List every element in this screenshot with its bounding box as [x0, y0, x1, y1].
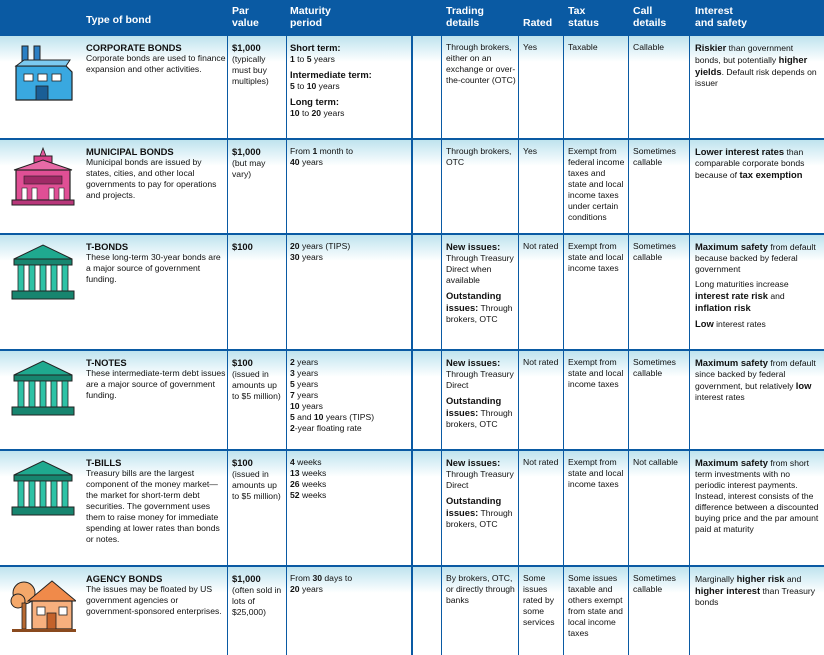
column-divider	[518, 36, 519, 655]
header-trading-details: Trading details	[446, 5, 484, 29]
bond-description: These intermediate-term debt issues are a major source of government funding.	[86, 368, 226, 400]
treasury-building-icon	[10, 241, 76, 301]
header-call-details: Call details	[633, 5, 667, 29]
header-interest-and-safety: Interest and safety	[695, 5, 747, 29]
rated-cell: Not rated	[523, 357, 559, 367]
type-cell	[86, 573, 226, 617]
header-tax-status: Tax status	[568, 5, 599, 29]
par-cell: $1,000 (but may vary)	[232, 146, 266, 179]
column-divider	[227, 36, 228, 655]
tax-cell: Exempt from state and local income taxes	[568, 457, 624, 489]
header-par-value: Par value	[232, 5, 259, 29]
bond-name: T-BILLS	[86, 457, 122, 468]
column-divider	[286, 36, 287, 655]
column-divider	[689, 36, 690, 655]
header-type-of-bond: Type of bond	[86, 14, 152, 26]
maturity-cell: 2 years 3 years 5 years 7 years 10 years 5 and 10 years (TIPS) 2-year floating rate	[290, 357, 375, 433]
type-cell	[86, 42, 226, 75]
bond-description: Corporate bonds are used to finance expansion and other activities.	[86, 53, 226, 74]
header-maturity-period: Maturity period	[290, 5, 331, 29]
call-cell: Sometimes callable	[633, 573, 676, 594]
call-cell: Not callable	[633, 457, 678, 467]
bond-description: These long-term 30-year bonds are a major source of government funding.	[86, 252, 221, 284]
par-cell: $100 (issued in amounts up to $5 million)	[232, 357, 281, 401]
maturity-cell: 20 years (TIPS) 30 years	[290, 241, 351, 262]
maturity-cell: From 30 days to 20 years	[290, 573, 353, 594]
bond-description: The issues may be floated by US government agencies or government-sponsored enterprises.	[86, 584, 222, 616]
interest-cell: Maximum safety from default since backed by federal government, but relatively low interest rates	[695, 357, 816, 402]
rated-cell: Not rated	[523, 241, 559, 251]
rated-cell: Yes	[523, 42, 538, 52]
par-cell: $1,000 (often sold in lots of $25,000)	[232, 573, 282, 617]
interest-cell: Lower interest rates than comparable corporate bonds because of tax exemption	[695, 146, 805, 180]
type-cell	[86, 146, 226, 201]
tax-cell: Exempt from federal income taxes and state and local income taxes under certain conditions	[568, 146, 625, 222]
tax-cell: Exempt from state and local income taxes	[568, 241, 624, 273]
rated-cell: Not rated	[523, 457, 559, 467]
par-cell: $1,000 (typically must buy multiples)	[232, 42, 269, 86]
trading-cell: New issues: Through Treasury Direct Outstanding issues: Through brokers, OTC	[446, 357, 514, 429]
column-divider	[563, 36, 564, 655]
call-cell: Callable	[633, 42, 665, 52]
call-cell: Sometimes callable	[633, 146, 676, 167]
trading-cell: New issues: Through Treasury Direct when available Outstanding issues: Through brokers, OTC	[446, 241, 514, 324]
maturity-cell: From 1 month to 40 years	[290, 146, 354, 167]
type-cell	[86, 357, 226, 401]
interest-cell: Marginally higher risk and higher interest than Treasury bonds	[695, 573, 816, 607]
header-rated: Rated	[523, 17, 553, 29]
interest-cell: Maximum safety from short term investments with no periodic interest payments. Instead, interest consists of the difference between a discounted buying price and the par amount paid at maturity	[695, 457, 819, 534]
column-divider	[441, 36, 442, 655]
trading-cell: Through brokers, either on an exchange or over-the-counter (OTC)	[446, 42, 516, 85]
interest-cell: Maximum safety from default because backed by federal government Long maturities increase interest rate risk and inflation risk Low interest rates	[695, 241, 816, 329]
column-divider	[411, 0, 413, 655]
tax-cell: Taxable	[568, 42, 598, 52]
type-cell	[86, 457, 226, 545]
municipal-building-icon	[10, 146, 76, 206]
type-cell	[86, 241, 226, 285]
column-divider	[628, 36, 629, 655]
house-icon	[10, 573, 76, 633]
maturity-cell: 4 weeks 13 weeks 26 weeks 52 weeks	[290, 457, 327, 500]
bond-description: Treasury bills are the largest component of the money market—the market for short-term debt securities. The government uses them to raise money for immediate spending at lower rates than bonds or notes.	[86, 468, 220, 544]
rated-cell: Some issues rated by some services	[523, 573, 555, 627]
maturity-cell: Short term: 1 to 5 years Intermediate term: 5 to 10 years Long term: 10 to 20 years	[290, 42, 372, 118]
par-cell: $100	[232, 241, 253, 252]
treasury-building-icon	[10, 357, 76, 417]
trading-cell: By brokers, OTC, or directly through banks	[446, 573, 515, 605]
rated-cell: Yes	[523, 146, 538, 156]
tax-cell: Some issues taxable and others exempt from state and local income taxes	[568, 573, 623, 638]
bond-name: MUNICIPAL BONDS	[86, 146, 174, 157]
bond-name: CORPORATE BONDS	[86, 42, 182, 53]
trading-cell: New issues: Through Treasury Direct Outstanding issues: Through brokers, OTC	[446, 457, 514, 529]
par-cell: $100 (issued in amounts up to $5 million)	[232, 457, 281, 501]
call-cell: Sometimes callable	[633, 357, 676, 378]
factory-icon	[10, 42, 76, 102]
bond-name: T-NOTES	[86, 357, 127, 368]
interest-cell: Riskier than government bonds, but potentially higher yields. Default risk depends on issuer	[695, 42, 817, 88]
tax-cell: Exempt from state and local income taxes	[568, 357, 624, 389]
bond-name: AGENCY BONDS	[86, 573, 163, 584]
call-cell: Sometimes callable	[633, 241, 676, 262]
treasury-building-icon	[10, 457, 76, 517]
bond-name: T-BONDS	[86, 241, 129, 252]
trading-cell: Through brokers, OTC	[446, 146, 512, 167]
bond-description: Municipal bonds are issued by states, cities, and other local governments to pay for operations and projects.	[86, 157, 217, 200]
